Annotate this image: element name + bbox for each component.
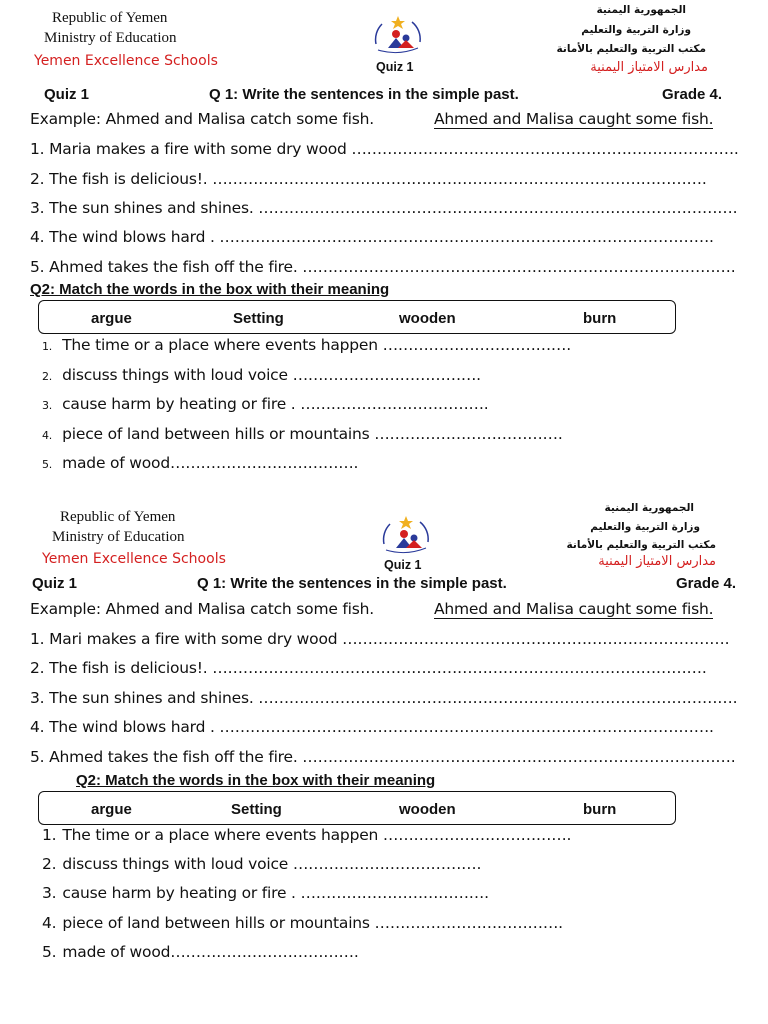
ministry-name: Ministry of Education <box>44 30 177 46</box>
meaning-item: 2. discuss things with loud voice ………………………………. <box>42 366 481 384</box>
word-box-item: wooden <box>399 310 456 327</box>
word-box-item: Setting <box>233 310 284 327</box>
word-box-item: burn <box>583 310 617 327</box>
sentence-1: 1. Maria makes a fire with some dry wood …………………………………………………………………. <box>30 140 739 158</box>
school-logo-icon <box>368 14 426 58</box>
question-2-instruction: Q2: Match the words in the box with their meaning <box>30 281 390 298</box>
grade-label: Grade 4. <box>676 575 737 592</box>
arabic-header-line-1: الجمهورية اليمنية <box>596 4 686 16</box>
meaning-item: 5. made of wood………………………………. <box>42 943 359 961</box>
logo-quiz-label: Quiz 1 <box>384 558 422 572</box>
word-box-item: argue <box>91 310 132 327</box>
meaning-item: 1. The time or a place where events happen ………………………………. <box>42 336 571 354</box>
arabic-header-line-4: مدارس الامتياز اليمنية <box>590 60 708 75</box>
arabic-header-line-2: وزارة التربية والتعليم <box>581 24 691 36</box>
example-answer: Ahmed and Malisa caught some fish. <box>434 600 714 618</box>
sentence-4: 4. The wind blows hard . ……………………………………………………………………………………. <box>30 718 714 736</box>
word-box-item: argue <box>91 801 132 818</box>
ministry-name: Ministry of Education <box>52 529 185 545</box>
school-logo-icon <box>376 514 434 558</box>
sentence-2: 2. The fish is delicious!. ……………………………………………………………………………………. <box>30 659 707 677</box>
question-1-instruction: Q 1: Write the sentences in the simple past. <box>209 86 519 103</box>
sentence-1: 1. Mari makes a fire with some dry wood …………………………………………………………………. <box>30 630 730 648</box>
arabic-header-line-3: مكتب التربية والتعليم بالأمانة <box>556 43 706 55</box>
sentence-5: 5. Ahmed takes the fish off the fire. …………………………………………………………………………. <box>30 258 736 276</box>
meaning-item: 3. cause harm by heating or fire . ………………………………. <box>42 395 489 413</box>
country-name: Republic of Yemen <box>60 509 176 525</box>
question-2-instruction: Q2: Match the words in the box with their meaning <box>76 772 436 789</box>
meaning-item: 2. discuss things with loud voice ………………………………. <box>42 855 482 873</box>
sentence-5: 5. Ahmed takes the fish off the fire. …………………………………………………………………………. <box>30 748 736 766</box>
meaning-item: 5. made of wood………………………………. <box>42 454 359 472</box>
arabic-header-line-2: وزارة التربية والتعليم <box>590 521 700 533</box>
sentence-3: 3. The sun shines and shines. …………………………………………………………………………………. <box>30 199 738 217</box>
example-row <box>30 110 374 128</box>
example-row <box>30 600 374 618</box>
country-name: Republic of Yemen <box>52 10 168 26</box>
arabic-header-line-4: مدارس الامتياز اليمنية <box>598 554 716 569</box>
word-box-item: wooden <box>399 801 456 818</box>
sentence-3: 3. The sun shines and shines. …………………………………………………………………………………. <box>30 689 738 707</box>
meaning-item: 4. piece of land between hills or mountains ………………………………. <box>42 914 563 932</box>
grade-label: Grade 4. <box>662 86 723 103</box>
logo-quiz-label: Quiz 1 <box>376 60 414 74</box>
example-answer: Ahmed and Malisa caught some fish. <box>434 110 714 128</box>
sentence-2: 2. The fish is delicious!. ……………………………………………………………………………………. <box>30 170 707 188</box>
arabic-header-line-3: مكتب التربية والتعليم بالأمانة <box>566 539 716 551</box>
sentence-4: 4. The wind blows hard . ……………………………………………………………………………………. <box>30 228 714 246</box>
question-1-instruction: Q 1: Write the sentences in the simple past. <box>197 575 507 592</box>
word-box-item: Setting <box>231 801 282 818</box>
word-box <box>38 791 676 825</box>
meaning-item: 4. piece of land between hills or mountains ………………………………. <box>42 425 563 443</box>
meaning-item: 3. cause harm by heating or fire . ………………………………. <box>42 884 489 902</box>
quiz-number: Quiz 1 <box>32 575 78 592</box>
school-name: Yemen Excellence Schools <box>34 53 218 69</box>
quiz-sheet-bottom <box>0 490 768 980</box>
example-label: Example: <box>30 110 101 128</box>
word-box-item: burn <box>583 801 617 818</box>
example-sentence: Ahmed and Malisa catch some fish. <box>105 110 374 128</box>
word-box <box>38 300 676 334</box>
quiz-sheet-top <box>0 0 768 490</box>
arabic-header-line-1: الجمهورية اليمنية <box>604 502 694 514</box>
meaning-item: 1. The time or a place where events happen ………………………………. <box>42 826 572 844</box>
example-sentence: Ahmed and Malisa catch some fish. <box>105 600 374 618</box>
quiz-number: Quiz 1 <box>44 86 90 103</box>
example-label: Example: <box>30 600 101 618</box>
school-name: Yemen Excellence Schools <box>42 551 226 567</box>
